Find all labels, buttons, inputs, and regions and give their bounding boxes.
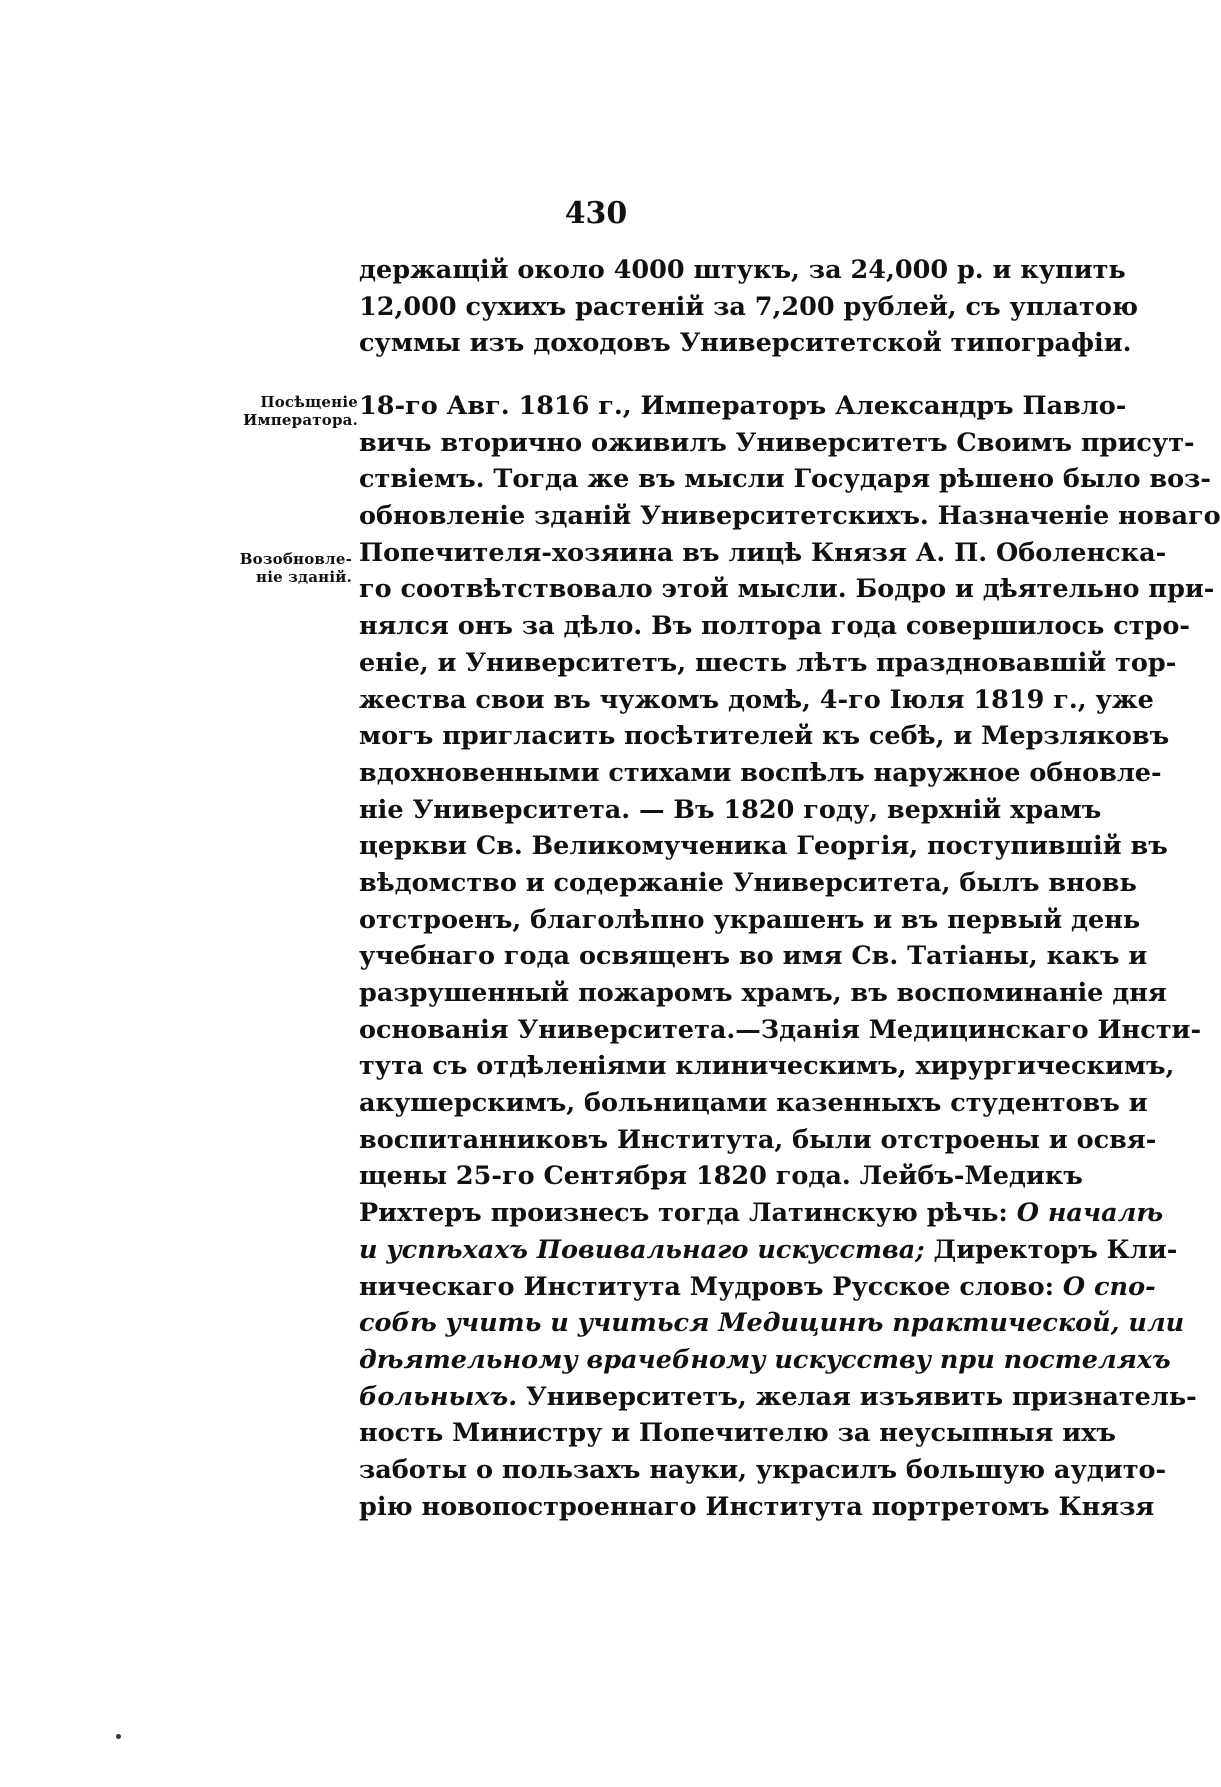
page-number: 430 xyxy=(564,196,628,231)
text-line: вичь вторично оживилъ Университетъ Своимъ присут- xyxy=(359,427,1195,458)
ink-speck xyxy=(116,1734,121,1739)
text-line: щены 25-го Сентября 1820 года. Лейбъ-Медикъ xyxy=(359,1161,1083,1192)
text-line: го соотвѣтствовало этой мысли. Бодро и дѣятельно при- xyxy=(359,574,1215,605)
text-line: церкви Св. Великомученика Георгія, поступившій въ xyxy=(359,831,1168,862)
text-line: вдохновенными стихами воспѣлъ наружное обновле- xyxy=(359,757,1162,788)
text-line: заботы о пользахъ науки, украсилъ большую аудито- xyxy=(359,1454,1167,1485)
text-line: держащій около 4000 штукъ, за 24,000 р. и купить xyxy=(359,255,1126,285)
text-line: могъ пригласить посѣтителей къ себѣ, и Мерзляковъ xyxy=(359,721,1170,752)
sidenote-line: ніе зданій. xyxy=(256,568,352,586)
main-paragraph xyxy=(359,388,1221,1525)
text-line: основанія Университета.—Зданія Медицинскаго Инсти- xyxy=(359,1014,1202,1045)
text-line: еніе, и Университетъ, шесть лѣтъ праздновавшій тор- xyxy=(359,647,1177,678)
text-line: суммы изъ доходовъ Университетской типографіи. xyxy=(359,328,1132,359)
sidenote-line: Императора. xyxy=(243,411,358,429)
text-line: акушерскимъ, больницами казенныхъ студентовъ и xyxy=(359,1088,1148,1119)
text-line: 18-го Авг. 1816 г., Императоръ Александръ Павло- xyxy=(359,391,1127,421)
text-line: отстроенъ, благолѣпно украшенъ и въ первый день xyxy=(359,904,1141,935)
top-paragraph xyxy=(359,252,1138,362)
sidenote-line: Посѣщеніе xyxy=(260,393,358,411)
sidenote-building-renewal xyxy=(212,550,352,586)
text-line: ствіемъ. Тогда же въ мысли Государя рѣшено было воз- xyxy=(359,464,1211,495)
text-line: ніе Университета. — Въ 1820 году, верхній храмъ xyxy=(359,794,1102,825)
text-line: дѣятельному врачебному искусству при постеляхъ xyxy=(359,1344,1171,1375)
text-line: больныхъ. Университетъ, желая изъявить признатель- xyxy=(359,1381,1197,1412)
sidenote-line: Возобновле- xyxy=(239,550,352,568)
text-line: и успѣхахъ Повивальнаго искусства; Директоръ Кли- xyxy=(359,1234,1178,1265)
text-line: Попечителя-хозяина въ лицѣ Князя А. П. Оболенска- xyxy=(359,537,1167,568)
sidenote-imperial-visit xyxy=(218,393,358,429)
text-line: ническаго Института Мудровъ Русское слово: О спо- xyxy=(359,1271,1156,1302)
text-line: обновленіе зданій Университетскихъ. Назначеніе новаго xyxy=(359,501,1221,532)
text-line: Рихтеръ произнесъ тогда Латинскую рѣчь: О началѣ xyxy=(359,1198,1164,1229)
text-line: ность Министру и Попечителю за неусыпныя ихъ xyxy=(359,1418,1116,1449)
text-line: тута съ отдѣленіями клиническимъ, хирургическимъ, xyxy=(359,1051,1175,1082)
text-line: воспитанниковъ Института, были отстроены и освя- xyxy=(359,1124,1157,1155)
text-line: жества свои въ чужомъ домѣ, 4-го Іюля 1819 г., уже xyxy=(359,684,1154,715)
text-line: рію новопостроеннаго Института портретомъ Князя xyxy=(359,1491,1155,1522)
text-line: разрушенный пожаромъ храмъ, въ воспоминаніе дня xyxy=(359,978,1167,1008)
text-line: вѣдомство и содержаніе Университета, былъ вновь xyxy=(359,867,1137,898)
text-line: учебнаго года освященъ во имя Св. Татіаны, какъ и xyxy=(359,941,1148,972)
text-line: нялся онъ за дѣло. Въ полтора года совершилось стро- xyxy=(359,611,1190,642)
text-line: 12,000 сухихъ растеній за 7,200 рублей, съ уплатою xyxy=(359,291,1138,322)
text-line: собѣ учить и учиться Медицинѣ практической, или xyxy=(359,1308,1185,1339)
